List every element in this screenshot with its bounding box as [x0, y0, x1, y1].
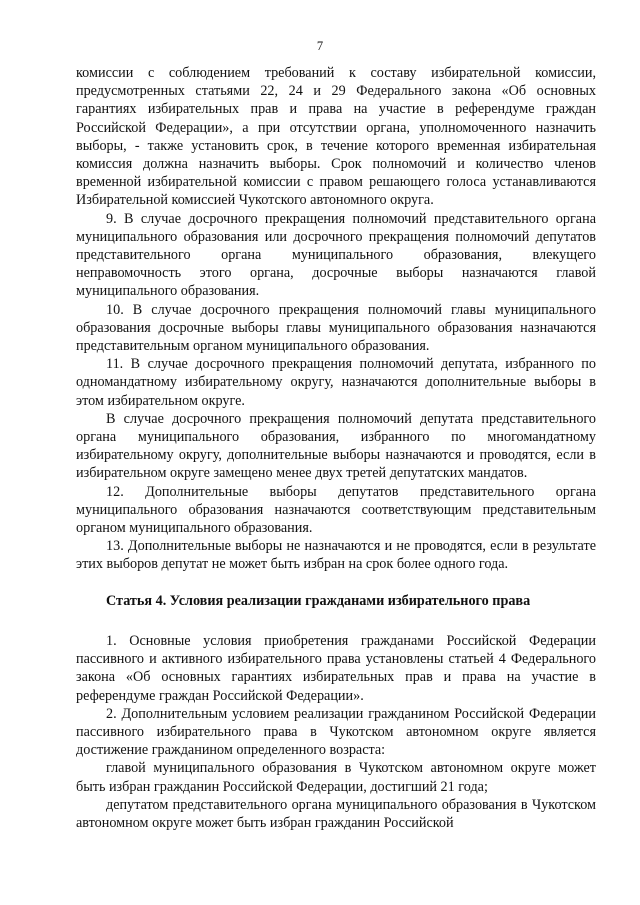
paragraph-continuation: комиссии с соблюдением требований к составу избирательной комиссии, предусмотренных статьями 22, 24 и 29 Федерального закона «Об основных гарантиях избирательных прав и права на участие в референдуме граждан Российской Федерации», а при отсутствии органа, уполномоченного назначить выборы, - также установить срок, в течение которого временная избирательная комиссия должна назначить выборы. Срок полномочий и количество членов временной избирательной комиссии с правом решающего голоса устанавливаются Избирательной комиссией Чукотского автономного округа.: [76, 65, 596, 209]
paragraph-item-12: 12. Дополнительные выборы депутатов представительного органа муниципального образования назначаются соответствующим представительным органом муниципального образования.: [76, 483, 596, 537]
paragraph-item-11: 11. В случае досрочного прекращения полномочий депутата, избранного по одномандатному избирательному округу, назначаются дополнительные выборы в этом избирательном округе.: [76, 356, 596, 409]
paragraph-item-13: 13. Дополнительные выборы не назначаются и не проводятся, если в результате этих выборов депутат не может быть избран на срок более одного года.: [76, 538, 596, 573]
paragraph-article4-item-2: 2. Дополнительным условием реализации гражданином Российской Федерации пассивного избирательного права в Чукотском автономном округе является достижение гражданином определенного возраста:: [76, 705, 596, 759]
article-heading: Статья 4. Условия реализации гражданами избирательного права: [106, 592, 531, 609]
paragraph-condition-head: главой муниципального образования в Чукотском автономном округе может быть избран гражданин Российской Федерации, достигший 21 года;: [76, 760, 596, 795]
document-body: [76, 64, 596, 832]
paragraph-item-11-part-2: В случае досрочного прекращения полномочий депутата представительного органа муниципального образования, избранного по многомандатному избирательному округу, дополнительные выборы назначаются и проводятся, если в избирательном округе замещено менее двух третей депутатских мандатов.: [76, 410, 596, 482]
paragraph-item-9: 9. В случае досрочного прекращения полномочий представительного органа муниципального образования или досрочного прекращения полномочий депутатов представительного органа муниципального образования, влекущего неправомочность этого органа, досрочные выборы назначаются главой муниципального образования.: [76, 210, 596, 300]
paragraph-article4-item-1: 1. Основные условия приобретения гражданами Российской Федерации пассивного и активного избирательного права установлены статьей 4 Федерального закона «Об основных гарантиях избирательных прав и права на участие в референдуме граждан Российской Федерации».: [76, 632, 596, 704]
paragraph-condition-deputy: депутатом представительного органа муниципального образования в Чукотском автономном округе может быть избран гражданин Российской: [76, 796, 596, 831]
page-number: 7: [316, 39, 324, 53]
paragraph-item-10: 10. В случае досрочного прекращения полномочий главы муниципального образования досрочные выборы главы муниципального образования назначаются представительным органом муниципального образования.: [76, 301, 596, 355]
